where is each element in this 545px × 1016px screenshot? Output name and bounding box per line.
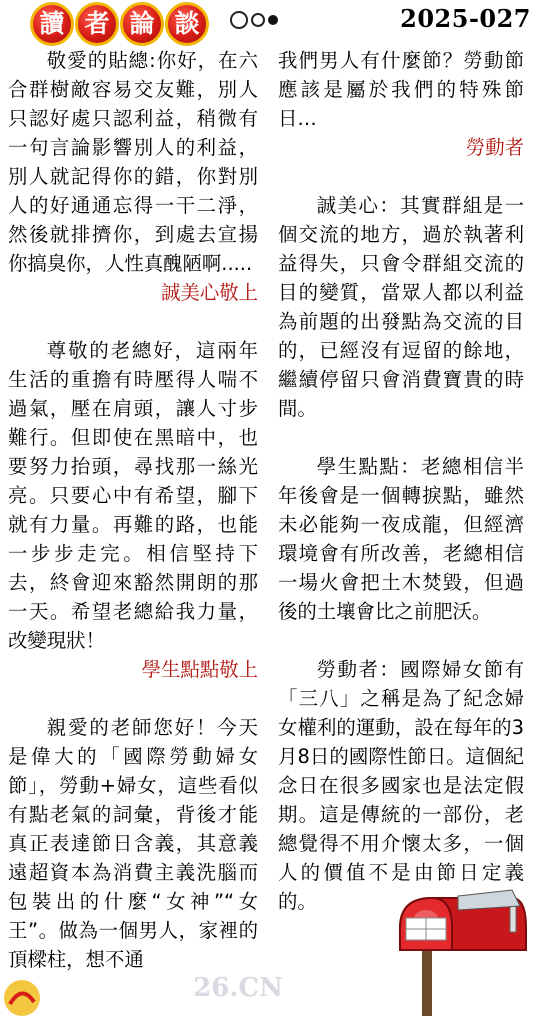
- title-badge-3: 論: [120, 2, 164, 46]
- watermark: 26.CN: [168, 960, 308, 1016]
- issue-number: 2025-027: [400, 4, 531, 33]
- letter-paragraph: 親愛的老師您好！今天是偉大的「國際勞動婦女節」，勞動+婦女，這些看似有點老氣的詞彙，背後才能真正表達節日含義，其意義遠超資本為消費主義洗腦而包裝出的什麼“女神”“女王”。做為一個男人，家裡的頂樑柱，想不通: [8, 716, 258, 971]
- letter-signature: 勞動者: [465, 136, 524, 159]
- letter-paragraph: 敬愛的貼總:你好，在六合群樹敵容易交友難，別人只認好處只認利益，稍微有一句言論影響別人的利益，別人就記得你的錯，你對別人的好通通忘得一干二淨，然後就排擠你，到處去宣揚你搞臭你，人性真醜陋啊.....: [8, 49, 258, 275]
- reply-paragraph: 學生點點：老總相信半年後會是一個轉捩點，雖然未必能夠一夜成龍，但經濟環境會有所改善，老總相信一場火會把土木焚毀，但過後的土壤會比之前肥沃。: [278, 455, 524, 623]
- header: [0, 0, 545, 44]
- mailbox-post: [422, 946, 432, 1016]
- left-column: [8, 46, 258, 974]
- filled-circle-icon: [268, 15, 278, 25]
- paragraph-spacer: [8, 307, 258, 336]
- paragraph-spacer: [278, 626, 524, 655]
- right-column: [278, 46, 524, 916]
- title-badge-1: 讀: [30, 2, 74, 46]
- letter-paragraph: 尊敬的老總好，這兩年生活的重擔有時壓得人喘不過氣，壓在肩頭，讓人寸步難行。但即使在黑暗中，也要努力抬頭，尋找那一絲光亮。只要心中有希望，腳下就有力量。再難的路，也能一步步走完。相信堅持下去，終會迎來豁然開朗的那一天。希望老總給我力量，改變現狀！: [8, 339, 258, 652]
- title-badge-4: 談: [165, 2, 209, 46]
- letter-signature: 學生點點敬上: [141, 658, 258, 681]
- title-badge-2: 者: [75, 2, 119, 46]
- letter-signature: 誠美心敬上: [161, 281, 258, 304]
- mailbox-roof: [458, 890, 520, 910]
- reply-paragraph: 勞動者：國際婦女節有「三八」之稱是為了紀念婦女權利的運動，設在每年的3月8日的國際性節日。這個紀念日在很多國家也是法定假期。這是傳統的一部份，老總覺得不用介懷太多，一個人的價值不是由節日定義的。: [278, 658, 524, 913]
- paragraph-spacer: [8, 684, 258, 713]
- paragraph-spacer: [278, 162, 524, 191]
- paragraph-spacer: [278, 423, 524, 452]
- mailbox-illustration: [392, 888, 532, 1016]
- hollow-circle-icon: [230, 11, 248, 29]
- column-title-badges: [30, 2, 209, 46]
- letter-paragraph: 我們男人有什麼節？勞動節應該是屬於我們的特殊節日…: [278, 49, 524, 130]
- hollow-circle-small-icon: [251, 13, 265, 27]
- watermark-logo-icon: [0, 972, 50, 1016]
- reply-paragraph: 誠美心：其實群組是一個交流的地方，過於執著利益得失，只會令群組交流的目的變質，當眾人都以利益為前題的出發點為交流的目的，已經沒有逗留的餘地，繼續停留只會消費寶貴的時間。: [278, 194, 524, 420]
- decorative-dots: [230, 11, 278, 29]
